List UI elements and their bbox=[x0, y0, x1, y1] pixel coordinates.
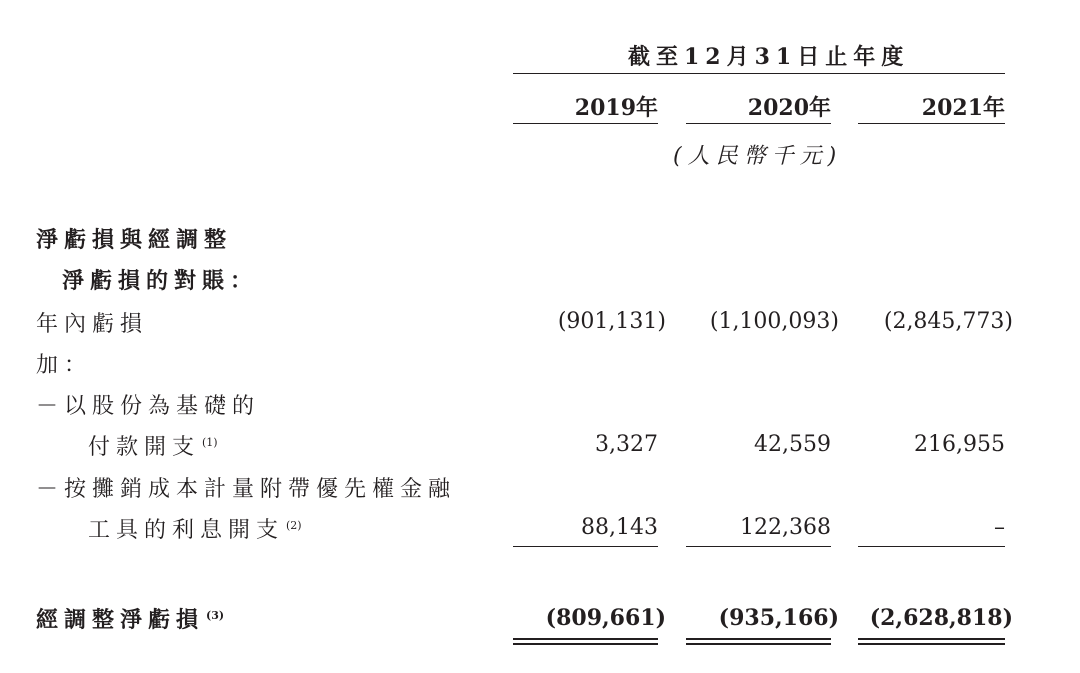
year-rule-2020 bbox=[686, 123, 831, 124]
share-label-line1: －以股份為基礎的 bbox=[36, 394, 261, 419]
interest-2020: 122,368 bbox=[740, 515, 831, 540]
loss-2021: (2,845,773) bbox=[883, 309, 1013, 334]
unit-label: (人民幣千元) bbox=[673, 144, 843, 169]
total-double-rule-2020 bbox=[686, 638, 831, 645]
interest-label-line2: 工具的利息開支 $^{(2)}$ bbox=[88, 518, 302, 543]
share-footnote: (1) bbox=[202, 436, 218, 449]
adjusted-2020: (935,166) bbox=[718, 605, 839, 631]
adjusted-label: 經調整淨虧損 $^{(3)}$ bbox=[36, 607, 225, 633]
period-header: 截至12月31日止年度 bbox=[628, 44, 910, 70]
subtotal-rule-2019 bbox=[513, 546, 658, 547]
share-2020: 42,559 bbox=[754, 432, 831, 457]
share-2021: 216,955 bbox=[914, 432, 1005, 457]
adjusted-2019: (809,661) bbox=[545, 605, 666, 631]
year-rule-2019 bbox=[513, 123, 658, 124]
add-label: 加： bbox=[36, 353, 93, 378]
interest-label-line1: －按攤銷成本計量附帶優先權金融 bbox=[36, 477, 457, 502]
year-2020: 2020年 bbox=[747, 95, 831, 121]
loss-label: 年內虧損 bbox=[36, 312, 149, 337]
section-title: 淨虧損與經調整 bbox=[36, 227, 233, 253]
adjusted-footnote: (3) bbox=[206, 609, 225, 622]
year-2021: 2021年 bbox=[921, 95, 1005, 121]
total-double-rule-2019 bbox=[513, 638, 658, 645]
subsection-title: 淨虧損的對賬： bbox=[62, 268, 259, 294]
interest-2019: 88,143 bbox=[581, 515, 658, 540]
loss-2020: (1,100,093) bbox=[709, 309, 839, 334]
period-rule bbox=[513, 73, 1005, 74]
adjusted-2021: (2,628,818) bbox=[869, 605, 1013, 631]
interest-footnote: (2) bbox=[286, 519, 302, 532]
subtotal-rule-2021 bbox=[858, 546, 1005, 547]
year-2019: 2019年 bbox=[574, 95, 658, 121]
interest-2021: – bbox=[994, 515, 1005, 540]
year-rule-2021 bbox=[858, 123, 1005, 124]
total-double-rule-2021 bbox=[858, 638, 1005, 645]
share-2019: 3,327 bbox=[595, 432, 658, 457]
share-label-line2: 付款開支 $^{(1)}$ bbox=[88, 435, 218, 460]
subtotal-rule-2020 bbox=[686, 546, 831, 547]
loss-2019: (901,131) bbox=[557, 309, 666, 334]
